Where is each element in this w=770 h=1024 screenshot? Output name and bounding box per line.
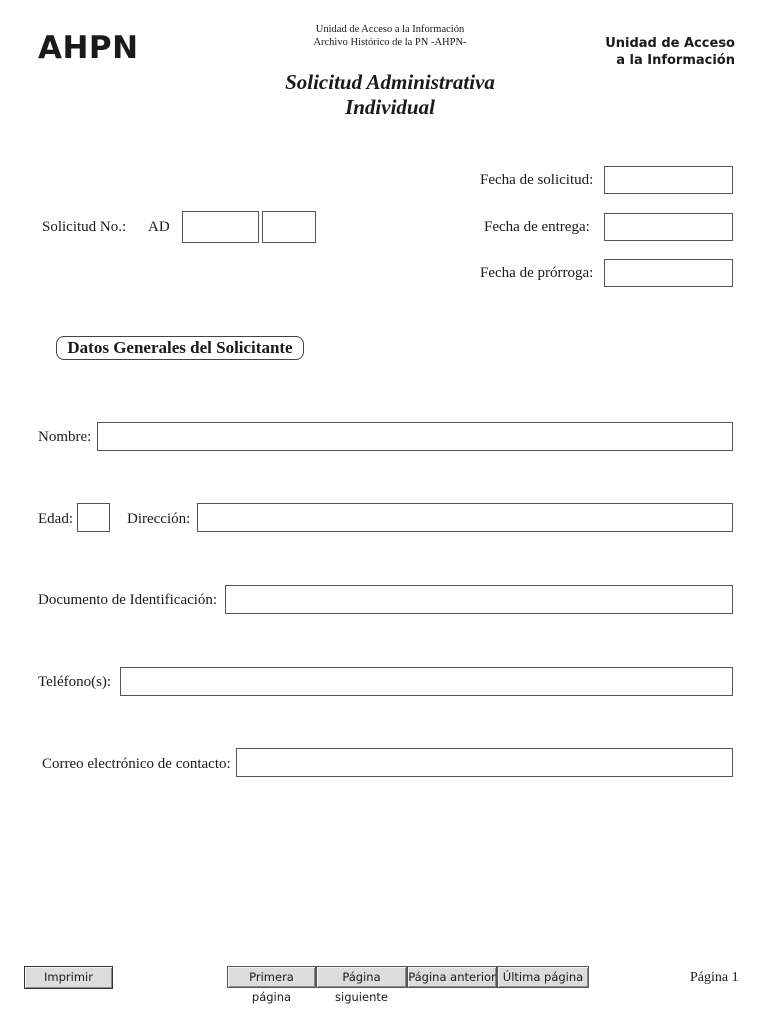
fecha-solicitud-label: Fecha de solicitud:	[480, 172, 594, 188]
fecha-prorroga-label: Fecha de prórroga:	[480, 265, 594, 281]
direccion-input[interactable]	[197, 503, 733, 532]
next-page-button[interactable]: Página siguiente	[316, 966, 407, 988]
form-title-line-1: Solicitud Administrativa	[285, 70, 495, 94]
previous-page-button[interactable]: Página anterior	[407, 966, 497, 988]
nombre-input[interactable]	[97, 422, 733, 451]
fecha-entrega-field[interactable]	[604, 213, 733, 241]
edad-input[interactable]	[77, 503, 110, 532]
telefono-input[interactable]	[120, 667, 733, 696]
page-navigation	[227, 966, 589, 1004]
form-title-line-2: Individual	[345, 95, 435, 119]
solicitud-no-label: Solicitud No.:	[42, 219, 127, 235]
fecha-solicitud-field[interactable]	[604, 166, 733, 194]
correo-label: Correo electrónico de contacto:	[42, 756, 231, 772]
solicitud-prefix: AD	[148, 219, 170, 235]
print-button[interactable]: Imprimir	[24, 966, 113, 989]
unit-logo-line-1: Unidad de Acceso	[605, 36, 735, 51]
solicitud-number-field[interactable]	[182, 211, 259, 243]
direccion-label: Dirección:	[127, 511, 191, 527]
unit-logo	[600, 35, 735, 69]
first-page-button[interactable]: Primera página	[227, 966, 316, 988]
fecha-prorroga-field[interactable]	[604, 259, 733, 287]
header-line-2: Archivo Histórico de la PN -AHPN-	[313, 37, 467, 48]
header-line-1: Unidad de Acceso a la Información	[315, 24, 465, 35]
ahpn-logo: AHPN	[38, 30, 139, 66]
form-title	[190, 70, 590, 120]
last-page-button[interactable]: Última página	[497, 966, 589, 988]
header-institution	[240, 23, 540, 49]
solicitud-year-field[interactable]	[262, 211, 316, 243]
correo-input[interactable]	[236, 748, 733, 777]
nombre-label: Nombre:	[38, 429, 92, 445]
telefono-label: Teléfono(s):	[38, 674, 112, 690]
section-title-solicitante: Datos Generales del Solicitante	[56, 336, 304, 360]
documento-input[interactable]	[225, 585, 733, 614]
fecha-entrega-label: Fecha de entrega:	[484, 219, 590, 235]
edad-label: Edad:	[38, 511, 73, 527]
page-number: Página 1	[690, 970, 739, 985]
unit-logo-line-2: a la Información	[616, 53, 735, 68]
documento-label: Documento de Identificación:	[38, 592, 218, 608]
